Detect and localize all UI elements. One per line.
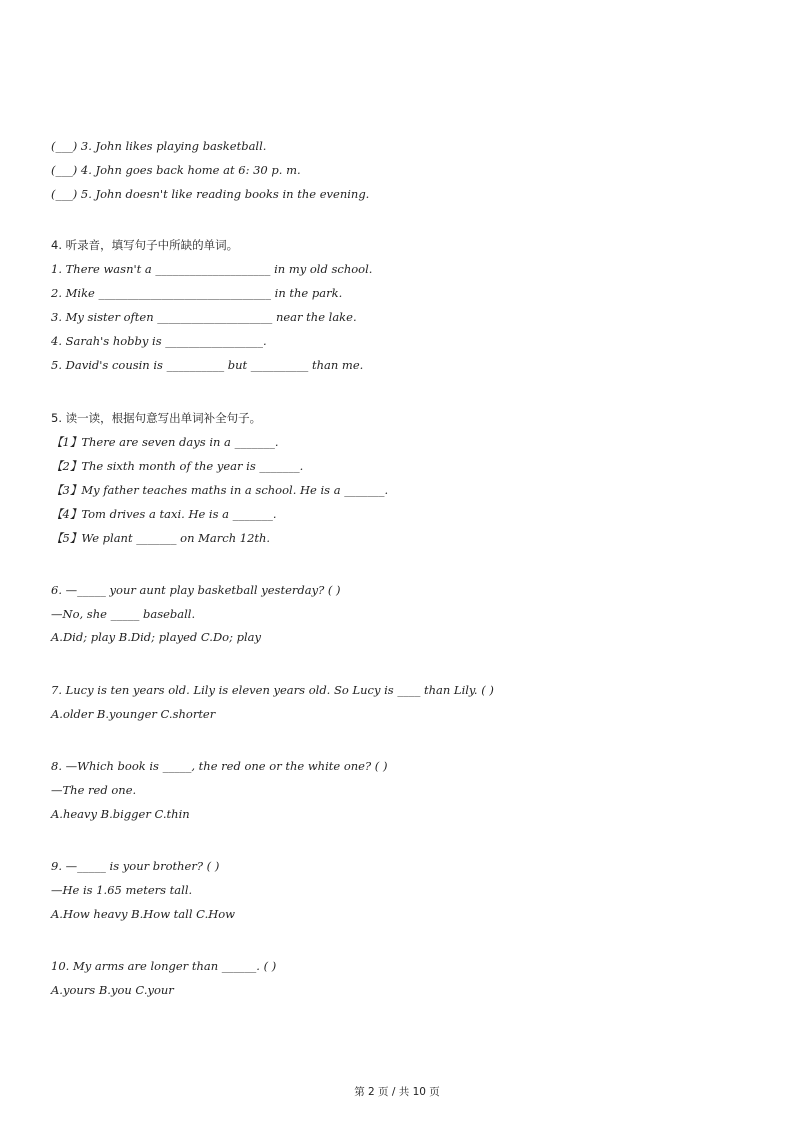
q4-heading: 4. 听录音，填写句子中所缺的单词。 bbox=[51, 238, 239, 252]
q5-item-1: 【1】There are seven days in a _______. bbox=[51, 435, 279, 449]
q10-question: 10. My arms are longer than ______. ( ) bbox=[51, 959, 277, 973]
q5-item-3: 【3】My father teaches maths in a school. He is a _______. bbox=[51, 483, 389, 497]
q10-options: A.yours B.you C.your bbox=[51, 983, 174, 997]
q8-options: A.heavy B.bigger C.thin bbox=[51, 807, 190, 821]
page-footer: 第 2 页 / 共 10 页 bbox=[354, 1086, 440, 1098]
q4-item-5: 5. David's cousin is __________ but __________ than me. bbox=[51, 358, 364, 372]
q5-heading: 5. 读一读，根据句意写出单词补全句子。 bbox=[51, 411, 262, 425]
section3-item-4: (___) 4. John goes back home at 6: 30 p. m. bbox=[51, 163, 301, 177]
q5-item-5: 【5】We plant _______ on March 12th. bbox=[51, 531, 271, 545]
q4-item-1: 1. There wasn't a ____________________ in my old school. bbox=[51, 262, 373, 276]
q8-response: —The red one. bbox=[51, 783, 137, 797]
q9-question: 9. —_____ is your brother? ( ) bbox=[51, 859, 220, 873]
q5-item-2: 【2】The sixth month of the year is _______. bbox=[51, 459, 304, 473]
q8-question: 8. —Which book is _____, the red one or the white one? ( ) bbox=[51, 759, 388, 773]
section3-item-3: (___) 3. John likes playing basketball. bbox=[51, 139, 267, 153]
q4-item-3: 3. My sister often ____________________ near the lake. bbox=[51, 310, 357, 324]
q4-item-2: 2. Mike ______________________________ in the park. bbox=[51, 286, 343, 300]
q9-response: —He is 1.65 meters tall. bbox=[51, 883, 193, 897]
q6-question: 6. —_____ your aunt play basketball yesterday? ( ) bbox=[51, 583, 341, 597]
q4-item-4: 4. Sarah's hobby is _________________. bbox=[51, 334, 267, 348]
q6-response: —No, she _____ baseball. bbox=[51, 607, 196, 621]
q7-options: A.older B.younger C.shorter bbox=[51, 707, 216, 721]
q7-question: 7. Lucy is ten years old. Lily is eleven years old. So Lucy is ____ than Lily. ( ) bbox=[51, 683, 494, 697]
section3-item-5: (___) 5. John doesn't like reading books in the evening. bbox=[51, 187, 370, 201]
q5-item-4: 【4】Tom drives a taxi. He is a _______. bbox=[51, 507, 277, 521]
q6-options: A.Did; play B.Did; played C.Do; play bbox=[51, 630, 262, 644]
q9-options: A.How heavy B.How tall C.How bbox=[51, 907, 236, 921]
